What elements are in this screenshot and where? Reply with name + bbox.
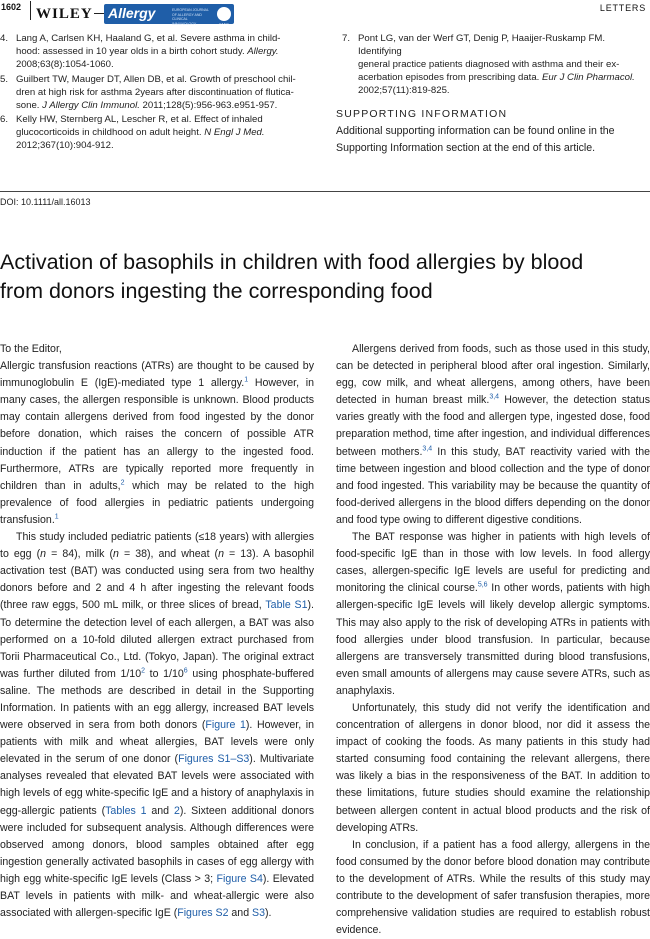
page-header: [0, 0, 650, 26]
paragraph-text: In other words, patients with high allergen-specific IgE levels will likely develop allergic symptoms. This may also apply to the risk of developing ATRs in patients with food allergies under blood transfusion. In particular, because allergens are transversely transmitted during blood transfusions, even small amounts of allergens may cause severe ATRs, such as anaphylaxis.: [336, 582, 650, 697]
left-column: [0, 341, 314, 922]
figure-table-link[interactable]: Figure S4: [216, 872, 263, 885]
society-name: EAACI: [219, 22, 229, 26]
salutation: To the Editor,: [0, 343, 62, 355]
header-divider: [30, 1, 31, 20]
citation-link[interactable]: 2: [141, 667, 145, 675]
paragraph-text: This study included pediatric patients (≤18 years) with allergies to egg (: [0, 531, 314, 561]
logo-connector: [94, 13, 104, 14]
publisher-logo: WILEY: [36, 6, 93, 22]
paragraph-text: Allergens derived from foods, such as those used in this study, can be detected in peripheral blood after oral ingestion. Similarly, egg, cow milk, and wheat allergens, among others, have been detected in human breast milk.: [336, 343, 650, 407]
figure-table-link[interactable]: S3: [252, 907, 265, 920]
paragraph-text: ). However, in patients with milk and wheat allergies, BAT levels were only elevated in the serum of one donor (: [0, 719, 314, 766]
paragraph-text: and: [146, 804, 174, 817]
paragraph-text: The BAT response was higher in patients with high levels of food-specific IgE than in those with low levels. In food allergy cases, allergen-specific IgE levels are useful for predicting and monitoring the clinical course.: [336, 531, 650, 595]
figure-table-link[interactable]: Table S1: [265, 599, 308, 612]
paragraph-text: ). Multivariate analyses revealed that elevated BAT levels were associated with high levels of egg white-specific IgE and a history of anaphylaxis in egg-allergic patients (: [0, 753, 315, 817]
paragraph-text: = 38), and wheat (: [118, 548, 219, 561]
journal-name: Allergy: [108, 5, 156, 21]
paragraph-text: which may be related to the high prevalence of food allergies in pediatric patients undergoing transfusion.: [0, 479, 314, 526]
right-column-body: [336, 341, 650, 939]
body-paragraph: [0, 358, 314, 529]
paragraph-text: = 13). A basophil activation test (BAT) was conducted using sera from two healthy donors before and 2 and 4 h after ingesting the relevant foods (three raw eggs, 500 mL milk, or three slices of bread,: [0, 548, 314, 612]
journal-subtitle: EUROPEAN JOURNAL OF ALLERGY AND CLINICAL IMMUNOLOGY: [172, 8, 209, 26]
reference-text: Lang A, Carlsen KH, Haaland G, et al. Severe asthma in child- hood: assessed in 10 year olds in a birth cohort study. Allergy. 2008;63(8):1054-1060.: [16, 33, 281, 70]
eaaci-logo-icon: [217, 7, 231, 26]
citation-link[interactable]: 5,6: [477, 581, 488, 589]
body-paragraph: [336, 341, 650, 529]
citation-link[interactable]: 1: [54, 513, 59, 521]
paragraph-text: to 1/10: [145, 667, 184, 680]
paragraph-text: ). Sixteen additional donors were included for subsequent analysis. Although differences were observed among donors, blood samples obtained after egg ingestion generally activated basophils in cases of egg allergy with high egg white-specific IgE levels (Class > 3;: [0, 804, 314, 885]
figure-table-link[interactable]: 2: [173, 804, 180, 817]
citation-link[interactable]: 2: [120, 479, 125, 487]
page-number: 1602: [1, 2, 22, 12]
reference-text: Pont LG, van der Werf GT, Denig P, Haaijer-Ruskamp FM. Identifying general practice patients diagnosed with asthma and their ex- acerbation episodes from prescribing data. Eur J Clin Pharmacol. 2002;57(11):819-825.: [358, 33, 635, 96]
citation-link[interactable]: 3,4: [422, 445, 433, 453]
figure-table-link[interactable]: Figures S2: [177, 907, 229, 920]
citation-link[interactable]: 3,4: [489, 393, 500, 401]
paragraph-text: and: [228, 907, 253, 920]
right-column: [336, 341, 650, 939]
body-paragraph: [0, 529, 314, 922]
section-label: LETTERS: [599, 3, 646, 13]
italic-symbol: n: [113, 548, 119, 561]
reference-text: Guilbert TW, Mauger DT, Allen DB, et al. Growth of preschool chil- dren at high risk for asthma 2years after discontinuation of flutica- sone. J Allergy Clin Immunol. 2011;128(5):956-963.e951-957.: [16, 74, 296, 111]
supporting-info-heading: SUPPORTING INFORMATION: [336, 108, 508, 120]
section-divider: [0, 191, 650, 192]
body-paragraph: [336, 700, 650, 837]
paragraph-text: ). To determine the detection level of each allergen, a BAT was also performed on a 10-fold diluted allergen extract purchased from Torii Pharmaceutical Co., Ltd. (Tokyo, Japan). The original extract was further diluted from 1/10: [0, 599, 314, 680]
reference-text: Kelly HW, Sternberg AL, Lescher R, et al. Effect of inhaled glucocorticoids in childhood on adult height. N Engl J Med. 2012;367(10):904-912.: [16, 114, 265, 151]
figure-table-link[interactable]: Figures S1–S3: [178, 753, 250, 766]
reference-number: 5.: [0, 74, 9, 85]
paragraph-text: Unfortunately, this study did not verify the identification and concentration of allergens in donor blood, nor did it assess the impact of cooking the foods. As many patients in this study had started consuming food containing the relevant allergens, there was likely a bias in the responsiveness of the BAT. In addition to these limitations, future studies should examine the relationship between allergen content in actual blood products and the risk of developing ATRs.: [336, 701, 650, 834]
citation-link[interactable]: 6: [183, 667, 188, 675]
paragraph-text: However, the detection status varies greatly with the food and allergen type, ingested dose, food preparation method, time after ingestion, and individual differences between mothers.: [336, 394, 650, 458]
paragraph-text: = 84), milk (: [46, 548, 114, 561]
figure-table-link[interactable]: Tables 1: [105, 804, 147, 817]
supporting-info-text: Additional supporting information can be found online in the Supporting Information section at the end of this article.: [336, 125, 615, 154]
citation-link[interactable]: 1: [244, 376, 249, 384]
body-paragraph: [336, 529, 650, 700]
paragraph-text: using phosphate-buffered saline. The methods are described in detail in the Supporting Information. In patients with an egg allergy, increased BAT levels were observed in sera from both donors (: [0, 667, 314, 732]
paragraph-text: However, in many cases, the allergen responsible is unknown. Blood products may contain allergens derived from food ingested by the donor before donation, which raises the concern of possible ATR induction if the patient has an allergy to the ingested food. Furthermore, ATRs are typically reported more frequently in children than in adults,: [0, 377, 314, 492]
journal-banner: [104, 4, 234, 24]
paragraph-text: In conclusion, if a patient has a food allergy, allergens in the food consumed by the donor before blood donation may contribute to the development of ATRs. While the results of this study may contribute to the development of safer transfusion therapies, more comprehensive validation studies are required to establish robust evidence.: [336, 838, 650, 937]
paragraph-text: In this study, BAT reactivity varied with the time between ingestion and blood collection and the type of donor and food ingested. This variability may be because the quantity of food-derived allergens in the blood differs depending on the donor and food type owing to different digestive conditions.: [336, 445, 650, 526]
reference-number: 6.: [0, 114, 9, 125]
italic-symbol: n: [40, 548, 47, 561]
paragraph-text: Allergic transfusion reactions (ATRs) are thought to be caused by immunoglobulin E (IgE)-mediated type 1 allergy.: [0, 360, 314, 390]
reference-number: 7.: [342, 33, 351, 44]
paragraph-text: ).: [265, 907, 272, 920]
reference-number: 4.: [0, 33, 9, 44]
italic-symbol: n: [218, 548, 224, 561]
doi-link[interactable]: DOI: 10.1111/all.16013: [0, 197, 91, 207]
body-paragraph: [336, 837, 650, 939]
paragraph-text: ). Elevated BAT levels in patients with milk- and wheat-allergic were also associated with allergen-specific IgE (: [0, 872, 314, 920]
left-column-body: [0, 358, 314, 922]
article-title: Activation of basophils in children with food allergies by blood from donors ingesting the corresponding food: [0, 250, 584, 303]
figure-table-link[interactable]: Figure 1: [205, 719, 246, 732]
